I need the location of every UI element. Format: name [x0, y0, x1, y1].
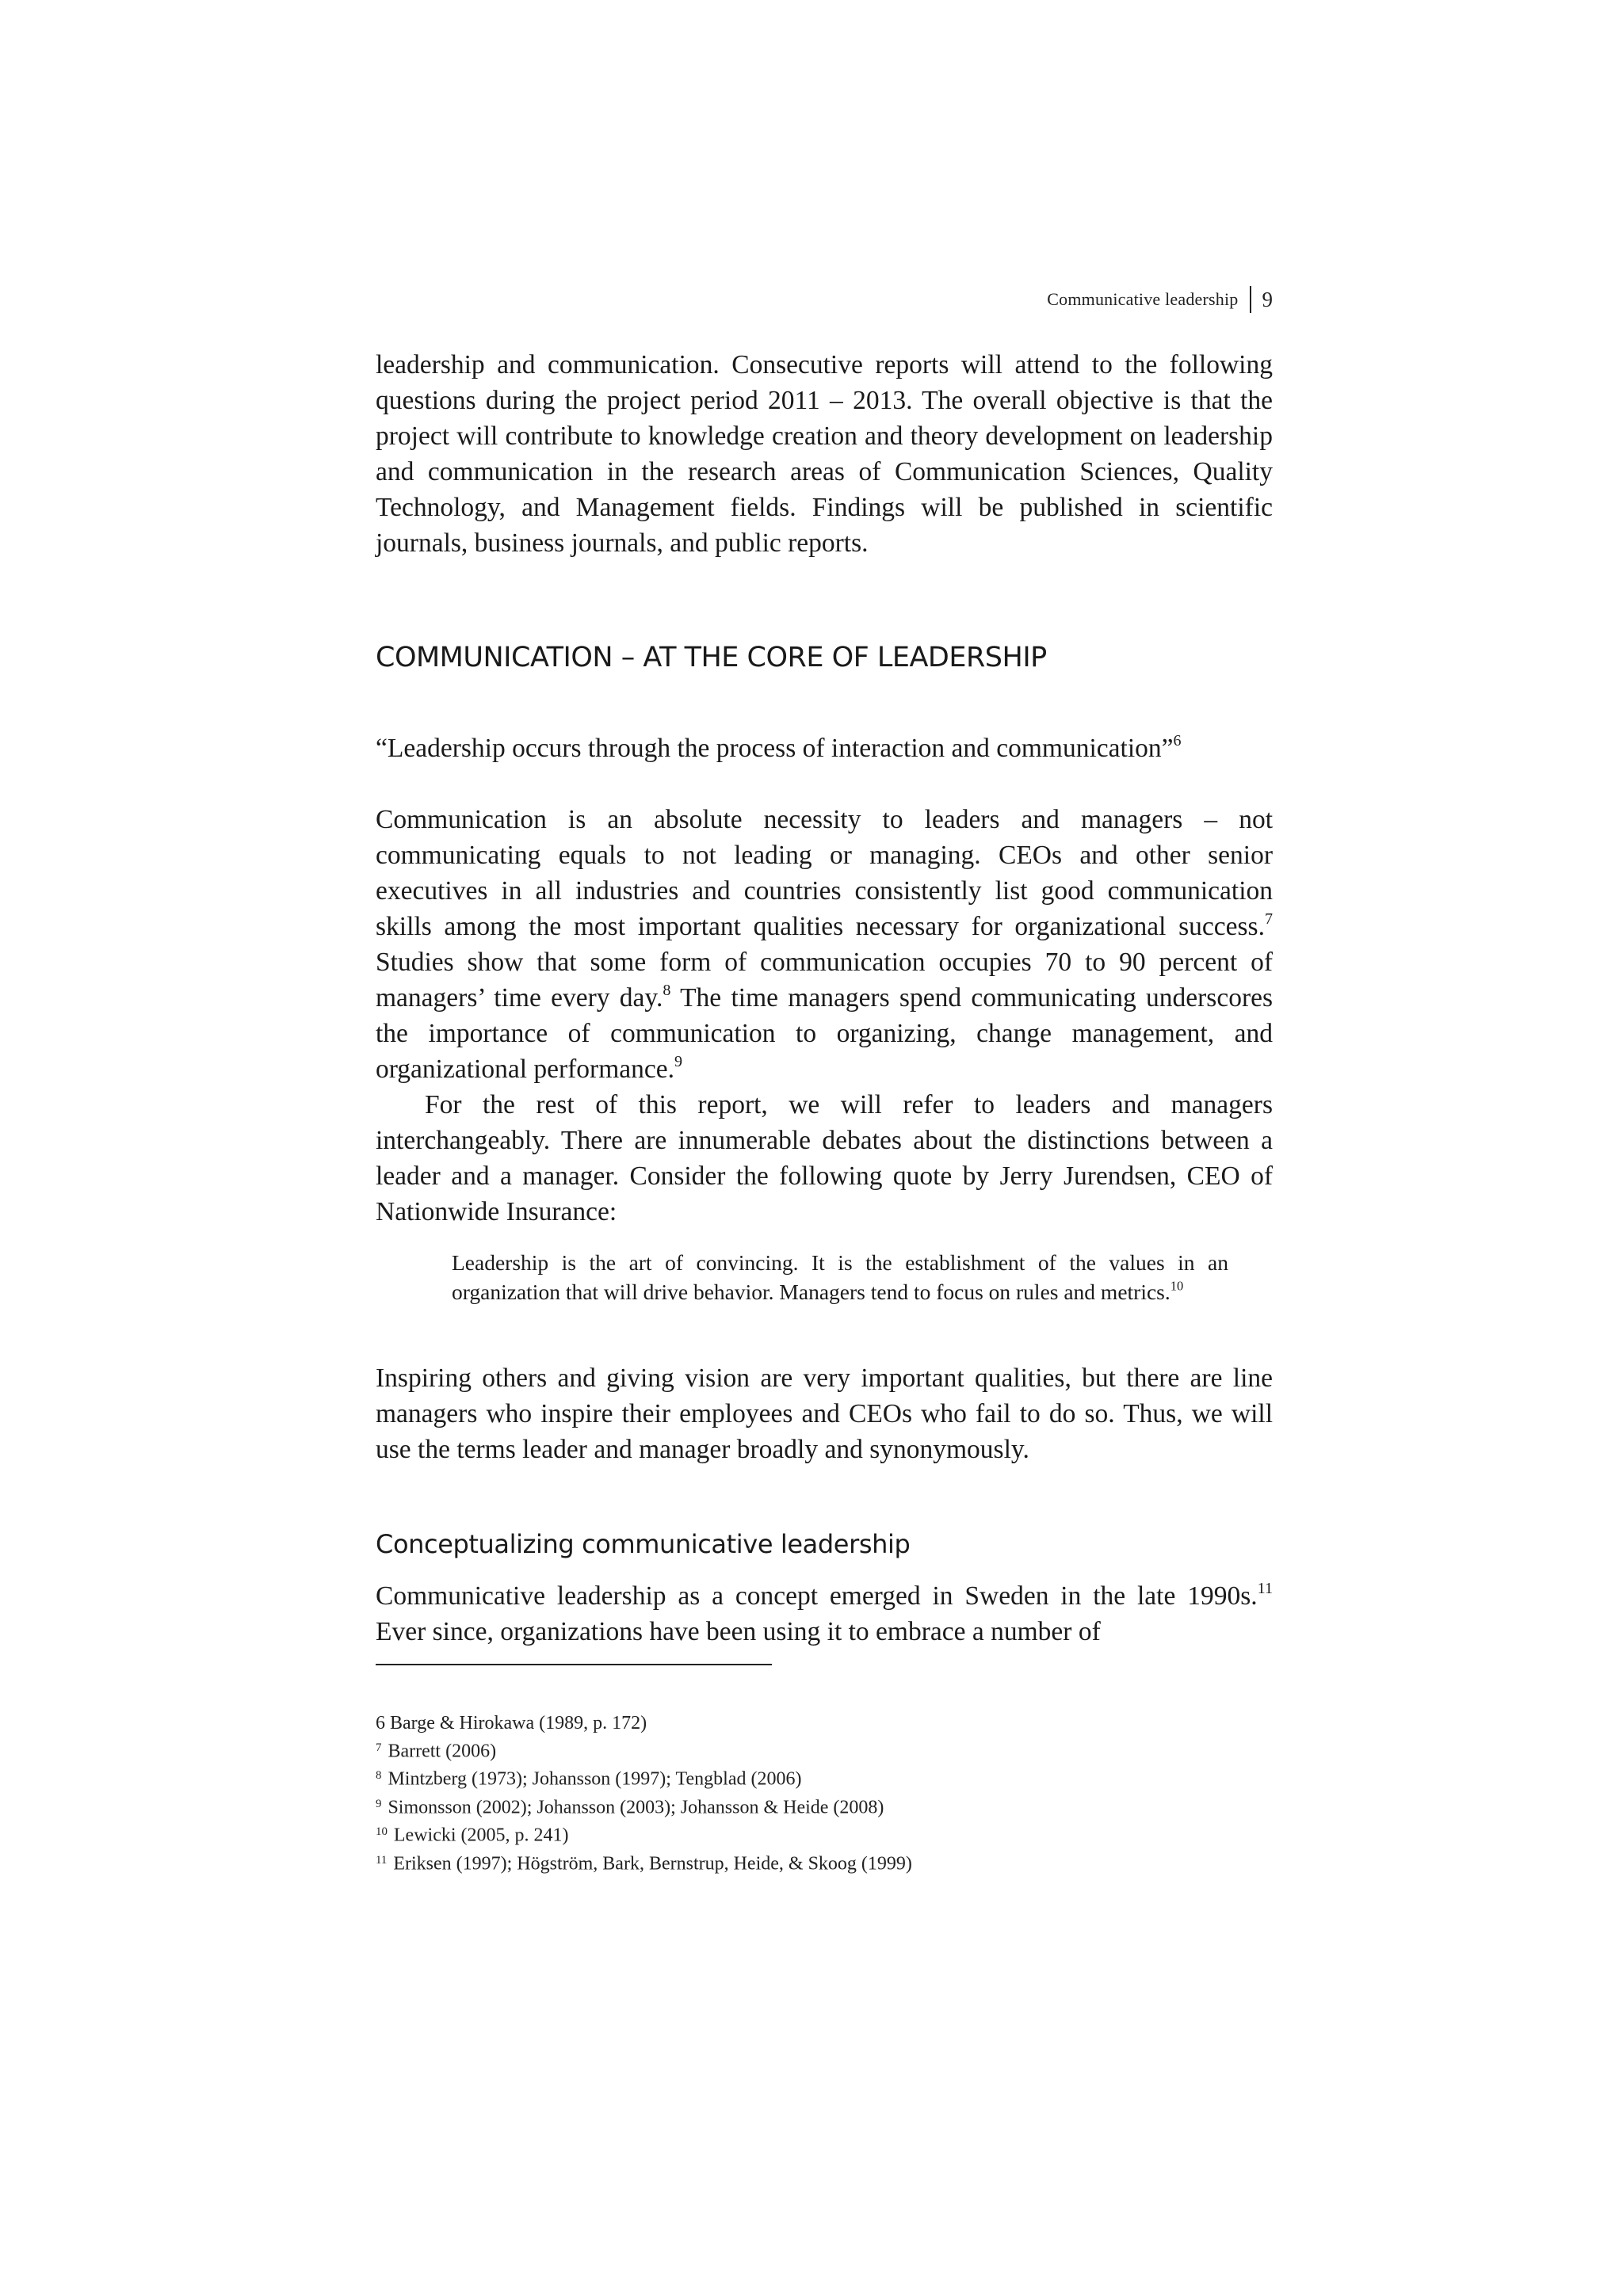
- footnote-ref-11: 11: [1257, 1579, 1273, 1597]
- footnote-ref-7: 7: [1264, 910, 1273, 928]
- footnotes-list: [376, 1711, 1273, 1876]
- footnote-text: Simonsson (2002); Johansson (2003); Johansson & Heide (2008): [388, 1797, 884, 1818]
- block-quote-text: Leadership is the art of convincing. It is the establishment of the values in an organization that will drive behavior. Managers tend to focus on rules and metrics.: [452, 1250, 1228, 1304]
- paragraph-necessity-part2: Studies show that some form of communication occupies 70 to 90 percent of managers’ time every day.: [376, 948, 1273, 1013]
- footnote-number: 7: [376, 1741, 382, 1754]
- footnote: [376, 1764, 1273, 1791]
- paragraph-necessity: [376, 802, 1273, 1087]
- footnote-ref-10: 10: [1170, 1278, 1184, 1294]
- footnote-number: 11: [376, 1853, 388, 1867]
- running-header-separator: [1250, 286, 1251, 313]
- footnote-text: Lewicki (2005, p. 241): [393, 1825, 569, 1846]
- running-header-title: Communicative leadership: [1047, 289, 1239, 309]
- paragraph-concept-part1: Communicative leadership as a concept emerged in Sweden in the late 1990s.: [376, 1581, 1258, 1611]
- subsection-heading: Conceptualizing communicative leadership: [376, 1529, 911, 1559]
- paragraph-necessity-part1: Communication is an absolute necessity to leaders and managers – not communicating equals to not leading or managing. CEOs and other senior executives in all industries and countries consistently list good communication skills among the most important qualities necessary for organizational success.: [376, 805, 1273, 941]
- footnote: [376, 1711, 1273, 1736]
- section-heading: COMMUNICATION – AT THE CORE OF LEADERSHIP: [376, 642, 1047, 673]
- paragraph-inspiring: Inspiring others and giving vision are very important qualities, but there are line managers who inspire their employees and CEOs who fail to do so. Thus, we will use the terms leader and manager broadly and synonymously.: [376, 1363, 1273, 1464]
- footnote-text: Eriksen (1997); Högström, Bark, Bernstrup, Heide, & Skoog (1999): [393, 1853, 912, 1875]
- footnote-number: 8: [376, 1769, 382, 1783]
- footnote: [376, 1792, 1273, 1820]
- paragraph-intro: leadership and communication. Consecutive reports will attend to the following questions during the project period 2011 – 2013. The overall objective is that the project will contribute to knowledge creation and theory development on leadership and communication in the research areas of Communication Sciences, Quality Technology, and Management fields. Findings will be published in scientific journals, business journals, and public reports.: [376, 350, 1273, 558]
- footnote: [376, 1736, 1273, 1764]
- paragraph-necessity-part3: The time managers spend communicating underscores the importance of communication to organizing, change management, and organizational performance.: [376, 983, 1274, 1084]
- footnote-divider: [376, 1664, 772, 1665]
- footnote-text: Barrett (2006): [388, 1741, 497, 1762]
- paragraph-rest: For the rest of this report, we will refer to leaders and managers interchangeably. There are innumerable debates about the distinctions between a leader and a manager. Consider the following quote by Jerry Jurendsen, CEO of Nationwide Insurance:: [376, 1090, 1273, 1226]
- footnote-ref-9: 9: [674, 1052, 683, 1070]
- epigraph: [376, 730, 1273, 766]
- paragraph-concept-part2: Ever since, organizations have been using it to embrace a number of: [376, 1617, 1101, 1646]
- running-header: [376, 284, 1273, 315]
- paragraph-concept: [376, 1578, 1273, 1650]
- footnote-number: 10: [376, 1825, 388, 1839]
- epigraph-text: “Leadership occurs through the process of interaction and communication”: [376, 734, 1174, 763]
- block-quote: [452, 1248, 1228, 1306]
- footnote-ref-6: 6: [1173, 731, 1182, 749]
- footnote: [376, 1848, 1273, 1876]
- footnote-ref-8: 8: [663, 981, 671, 999]
- footnote-text: Barge & Hirokawa (1989, p. 172): [390, 1713, 647, 1733]
- footnote: [376, 1820, 1273, 1848]
- footnote-number: 9: [376, 1797, 382, 1810]
- page-number: 9: [1262, 287, 1273, 311]
- footnote-text: Mintzberg (1973); Johansson (1997); Tengblad (2006): [388, 1768, 802, 1790]
- footnote-number: 6: [376, 1713, 385, 1733]
